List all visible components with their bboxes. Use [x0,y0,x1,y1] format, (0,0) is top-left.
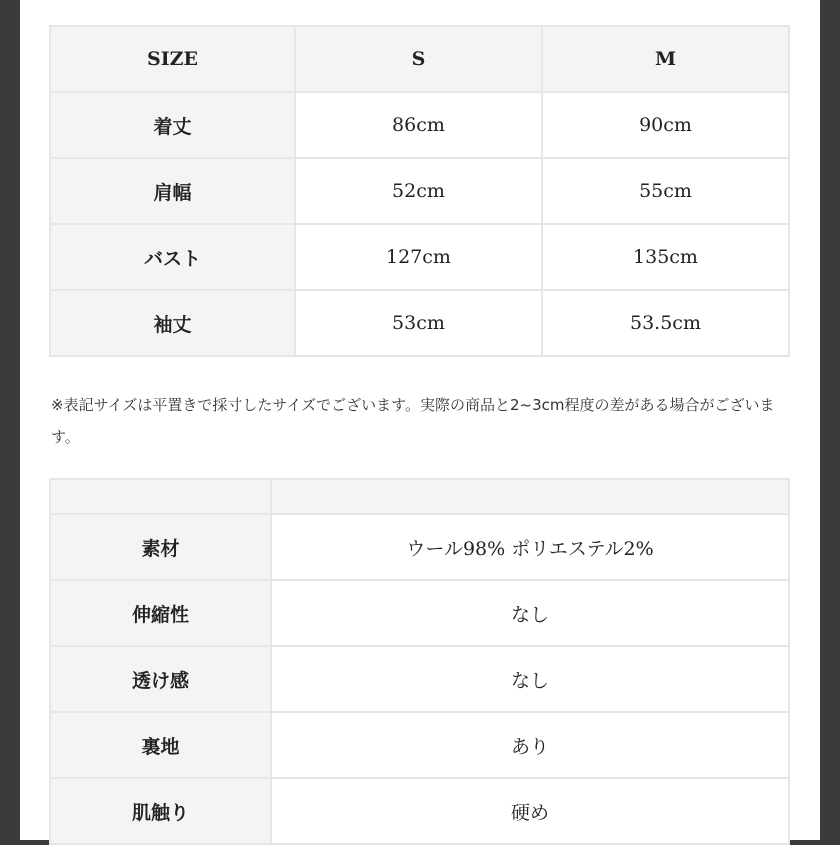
size-table-header-row [51,27,788,91]
size-row-label: 肩幅 [51,159,294,223]
material-row-value: 硬め [272,779,788,843]
size-table [49,25,790,357]
size-row-m-value: 55cm [543,159,788,223]
size-header-m: M [543,27,788,91]
material-row-label: 肌触り [51,779,270,843]
material-row-label: 裏地 [51,713,270,777]
size-row-label: 着丈 [51,93,294,157]
size-row-m-value: 53.5cm [543,291,788,355]
size-row-m-value: 135cm [543,225,788,289]
size-header-s: S [296,27,541,91]
size-row-s-value: 86cm [296,93,541,157]
material-table [49,478,790,845]
page-content [20,0,820,840]
material-row-label: 伸縮性 [51,581,270,645]
size-row-s-value: 127cm [296,225,541,289]
table-row [51,713,788,777]
material-table-header-row [51,480,788,513]
table-row [51,779,788,843]
table-row [51,291,788,355]
size-row-m-value: 90cm [543,93,788,157]
size-row-label: 袖丈 [51,291,294,355]
material-row-label: 透け感 [51,647,270,711]
size-note: ※表記サイズは平置きで採寸したサイズでございます。実際の商品と2~3cm程度の差がある場合がございます。 [51,396,775,446]
material-row-value: ウール98% ポリエステル2% [272,515,788,579]
material-row-label: 素材 [51,515,270,579]
material-header-cell [272,480,788,513]
size-row-label: バスト [51,225,294,289]
table-row [51,581,788,645]
table-row [51,647,788,711]
table-row [51,225,788,289]
table-row [51,93,788,157]
size-row-s-value: 53cm [296,291,541,355]
size-header-label: SIZE [51,27,294,91]
material-row-value: なし [272,647,788,711]
size-row-s-value: 52cm [296,159,541,223]
table-row [51,515,788,579]
table-row [51,159,788,223]
material-row-value: なし [272,581,788,645]
material-row-value: あり [272,713,788,777]
material-header-cell [51,480,270,513]
